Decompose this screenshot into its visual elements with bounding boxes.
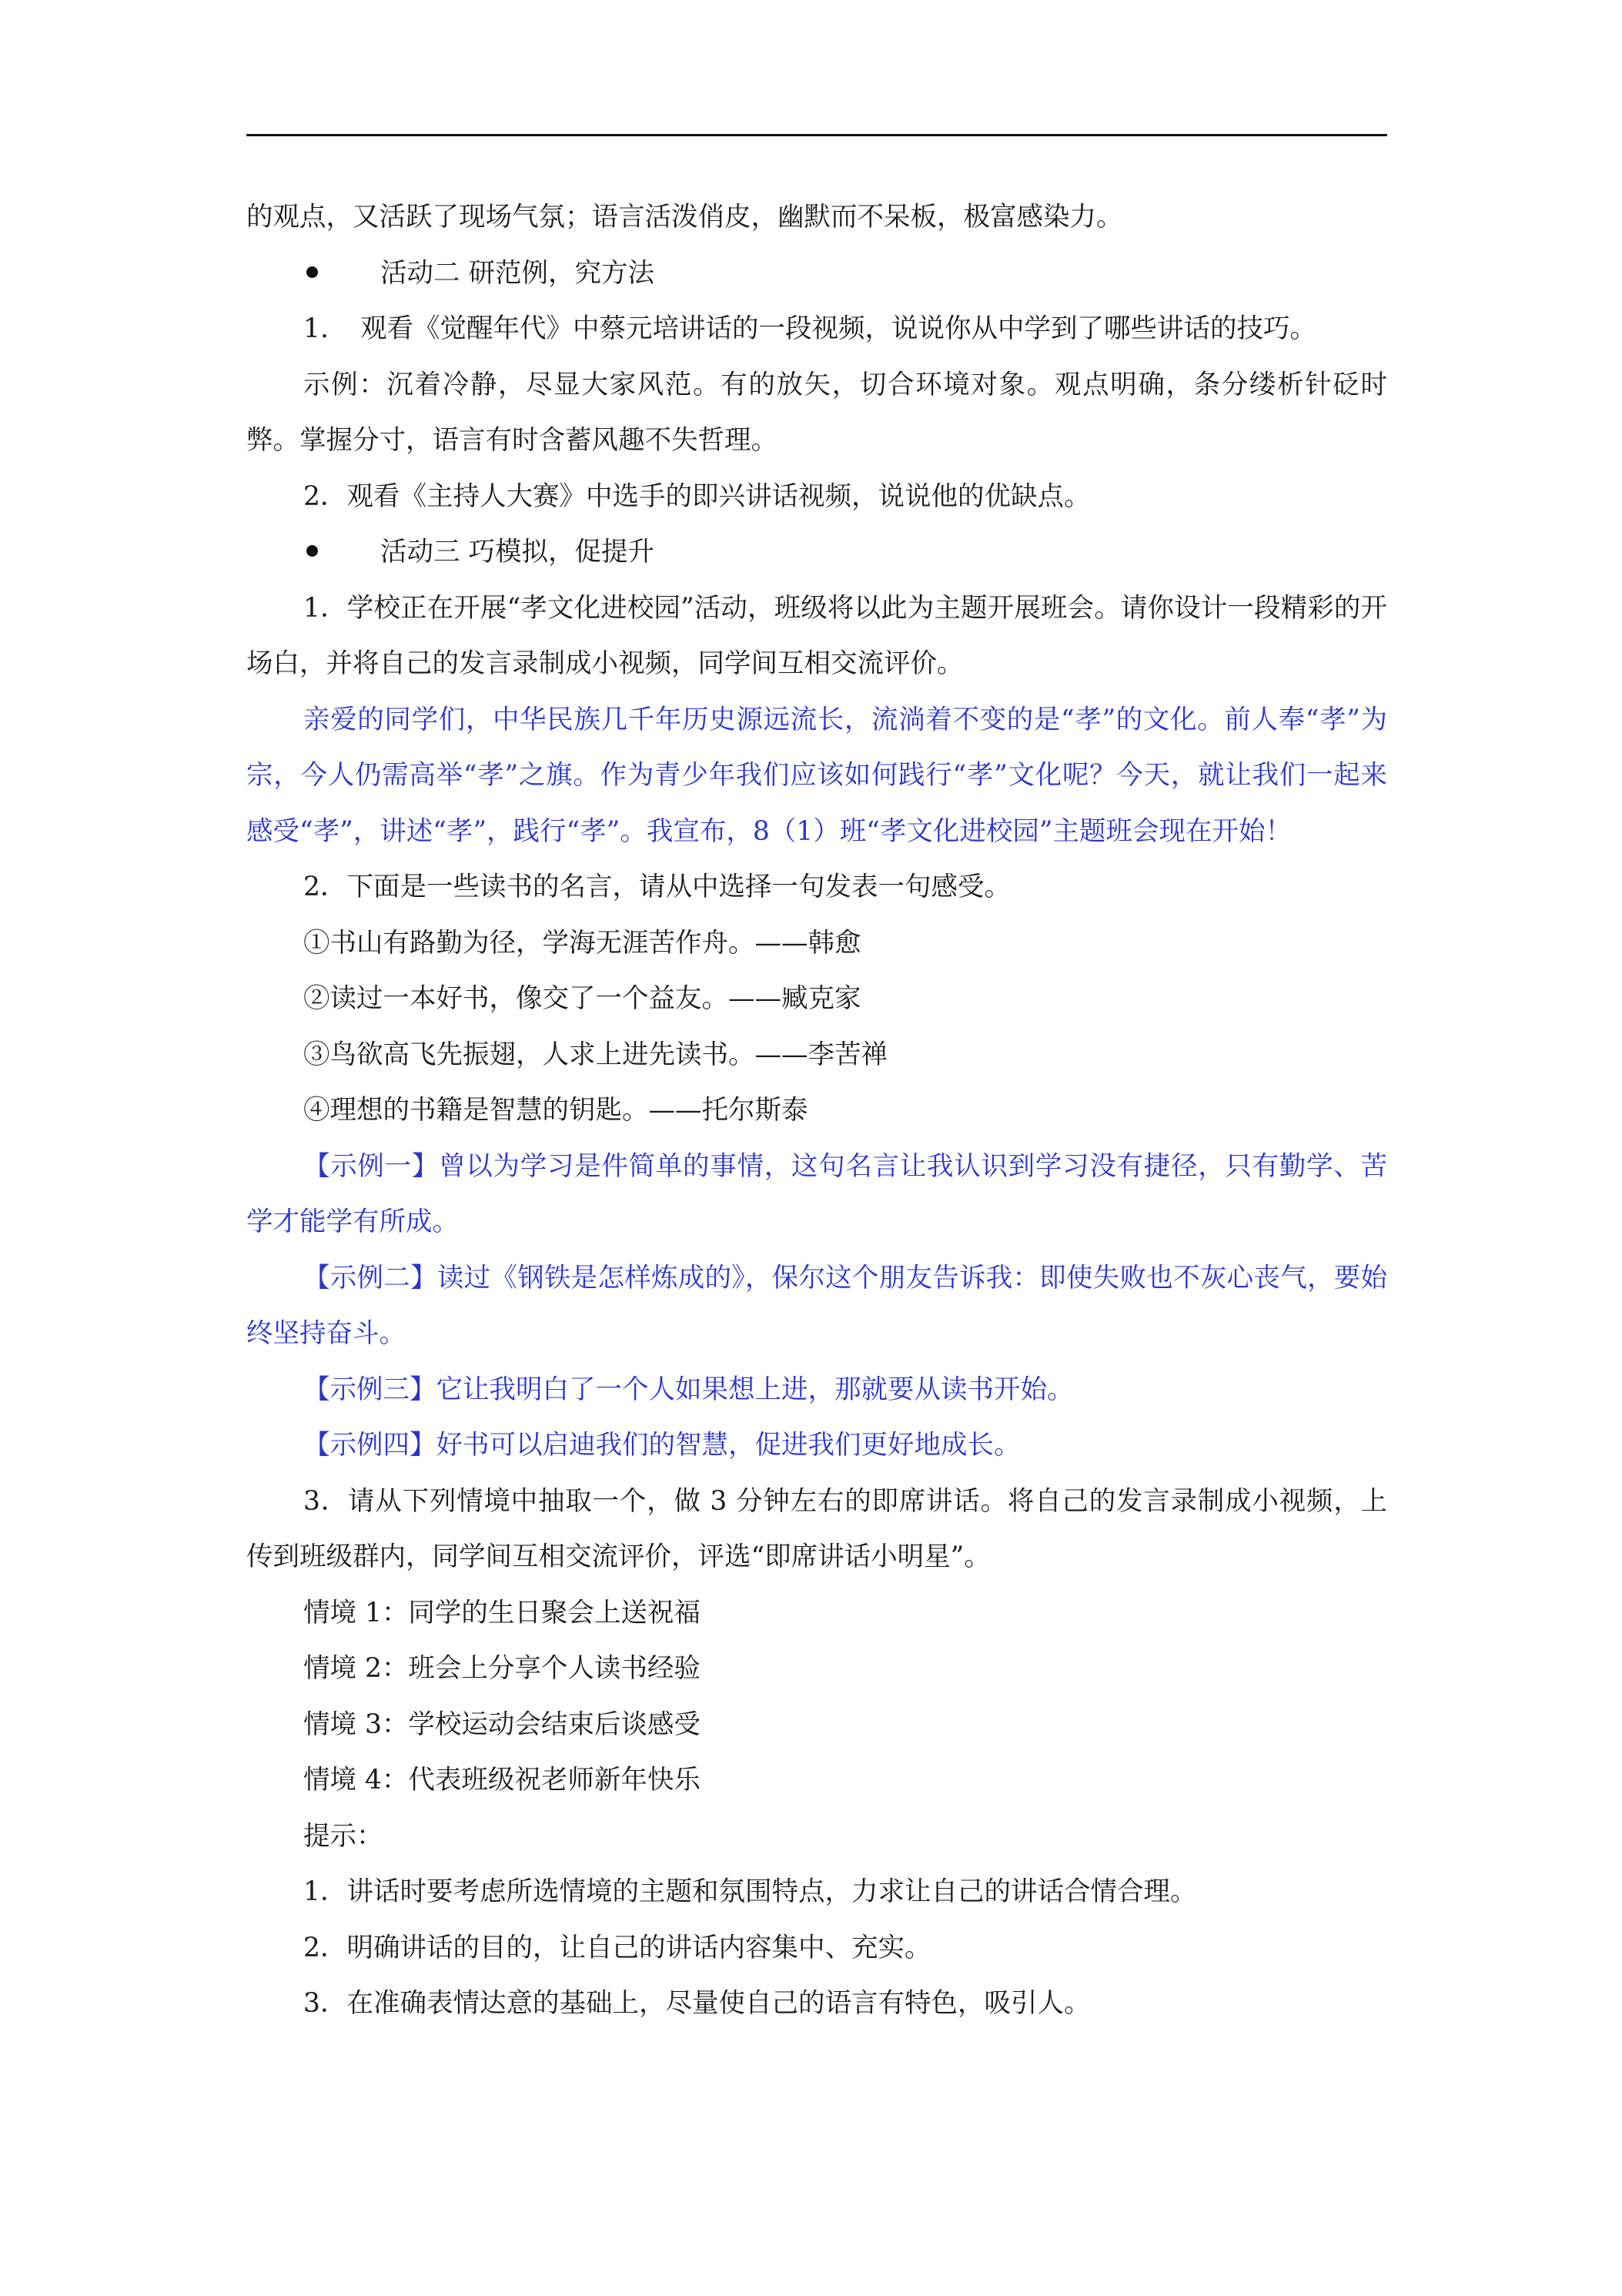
example-answer [246, 1139, 1387, 1250]
scenario-item: 情境 3：学校运动会结束后谈感受 [303, 1709, 701, 1740]
scenario-item: 情境 1：同学的生日聚会上送祝福 [303, 1597, 701, 1628]
quote-item: ①书山有路勤为径，学海无涯苦作舟。——韩愈 [303, 927, 861, 959]
example-tag: 【示例二】 [303, 1262, 437, 1294]
tips-heading: 提示： [303, 1820, 383, 1852]
example-answer [246, 1362, 1387, 1418]
activity-heading [246, 524, 1387, 581]
question: 2．观看《主持人大赛》中选手的即兴讲话视频，说说他的优缺点。 [303, 480, 1091, 512]
example-text: 曾以为学习是件简单的事情，这句名言让我认识到学习没有捷径，只有勤学、苦学才能学有所成。 [246, 1150, 1387, 1237]
question [246, 301, 1387, 357]
example-text: 它让我明白了一个人如果想上进，那就要从读书开始。 [436, 1374, 1074, 1405]
example-paragraph: 示例：沉着冷静，尽显大家风范。有的放矢，切合环境对象。观点明确，条分缕析针砭时弊。掌握分寸，语言有时含蓄风趣不失哲理。 [246, 369, 1387, 456]
example-tag: 【示例一】 [303, 1150, 440, 1182]
paragraph: 的观点，又活跃了现场气氛；语言活泼俏皮，幽默而不呆板，极富感染力。 [246, 202, 1123, 233]
question: 1．学校正在开展“孝文化进校园”活动，班级将以此为主题开展班会。请你设计一段精彩的开场白，并将自己的发言录制成小视频，同学间互相交流评价。 [246, 592, 1387, 679]
example-tag: 【示例四】 [303, 1430, 436, 1461]
quote-item: ③鸟欲高飞先振翅，人求上进先读书。——李苦禅 [303, 1039, 888, 1070]
example-text: 好书可以启迪我们的智慧，促进我们更好地成长。 [436, 1430, 1021, 1461]
activity-title: 活动二 研范例，究方法 [380, 257, 654, 289]
quote-item: ④理想的书籍是智慧的钥匙。——托尔斯泰 [303, 1095, 808, 1126]
scenario-item: 情境 2：班会上分享个人读书经验 [303, 1653, 701, 1684]
document-body [246, 189, 1387, 2032]
scenario-item: 情境 4：代表班级祝老师新年快乐 [303, 1765, 701, 1796]
question: 3．请从下列情境中抽取一个，做 3 分钟左右的即席讲话。将自己的发言录制成小视频，上传到班级群内，同学间互相交流评价，评选“即席讲话小明星”。 [246, 1485, 1387, 1572]
bullet-icon [306, 246, 380, 302]
tip-item: 1．讲话时要考虑所选情境的主题和氛围特点，力求让自己的讲话合情合理。 [303, 1876, 1197, 1907]
activity-heading [246, 246, 1387, 302]
question-text: 观看《觉醒年代》中蔡元培讲话的一段视频，说说你从中学到了哪些讲话的技巧。 [360, 313, 1316, 344]
example-answer [246, 1417, 1387, 1474]
tip-item: 2．明确讲话的目的，让自己的讲话内容集中、充实。 [303, 1932, 931, 1963]
tip-item: 3．在准确表情达意的基础上，尽量使自己的语言有特色，吸引人。 [303, 1988, 1091, 2019]
answer-paragraph: 亲爱的同学们，中华民族几千年历史源远流长，流淌着不变的是“孝”的文化。前人奉“孝”为宗，今人仍需高举“孝”之旗。作为青少年我们应该如何践行“孝”文化呢？今天，就让我们一起来感受“孝”，讲述“孝”，践行“孝”。我宣布，8（1）班“孝文化进校园”主题班会现在开始！ [246, 704, 1387, 847]
example-text: 读过《钢铁是怎样炼成的》，保尔这个朋友告诉我：即使失败也不灰心丧气，要始终坚持奋斗。 [246, 1262, 1387, 1349]
question: 2．下面是一些读书的名言，请从中选择一句发表一句感受。 [303, 872, 1011, 902]
example-tag: 【示例三】 [303, 1374, 436, 1405]
activity-title: 活动三 巧模拟，促提升 [380, 537, 654, 567]
bullet-icon [306, 524, 380, 581]
header-rule [246, 134, 1387, 136]
example-answer [246, 1250, 1387, 1362]
question-number: 1. [303, 313, 329, 344]
quote-item: ②读过一本好书，像交了一个益友。——臧克家 [303, 983, 861, 1014]
